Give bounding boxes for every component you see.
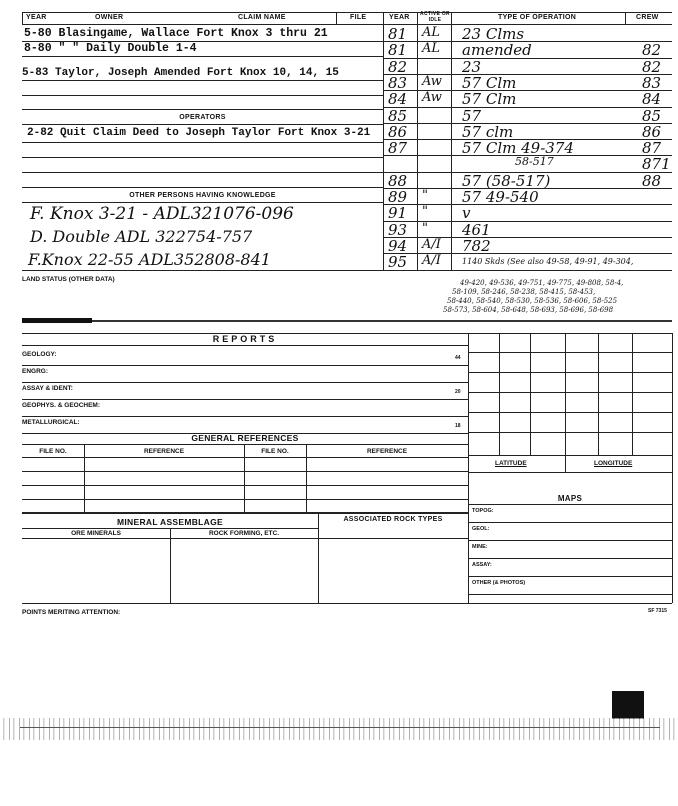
operation-crew: 85: [642, 106, 662, 125]
operation-crew: 871: [642, 155, 671, 174]
operation-type: 1140 Skds (See also 49-58, 49-91, 49-304,: [462, 257, 634, 267]
map-row-line: [468, 558, 672, 559]
operation-row-line: [383, 107, 672, 108]
map-grid-row: [468, 432, 672, 433]
operation-type: 461: [462, 220, 491, 239]
maps-title: MAPS: [557, 494, 583, 503]
ore-minerals-label: ORE MINERALS: [71, 530, 121, 537]
map-grid-col: [672, 333, 673, 455]
header-year2: YEAR: [389, 14, 410, 21]
operation-type: 782: [462, 236, 491, 255]
rock-forming-label: ROCK FORMING, ETC.: [208, 530, 280, 537]
form-number: SF 7315: [648, 608, 667, 614]
land-status-label: LAND STATUS (OTHER DATA): [22, 276, 115, 283]
map-row-line: [468, 540, 672, 541]
latitude-label: LATITUDE: [495, 460, 527, 467]
operation-status: Aw: [422, 90, 442, 106]
report-label: GEOLOGY:: [22, 351, 57, 358]
ref-col-reference-2: REFERENCE: [366, 448, 408, 455]
operation-year: 81: [388, 41, 408, 60]
operation-year: 87: [388, 139, 408, 158]
operation-year: 81: [388, 25, 408, 43]
operation-crew: 82: [642, 57, 662, 76]
header-active-idle: ACTIVE OR IDLE: [420, 11, 450, 23]
operation-row-line: [383, 270, 672, 271]
report-number: 44: [455, 355, 461, 361]
header-file: FILE: [350, 14, 367, 21]
operation-year: 89: [388, 188, 408, 206]
report-row-line: [22, 365, 468, 366]
owner-row: 5-80 Blasingame, Wallace Fort Knox 3 thru 21: [24, 27, 328, 40]
lat-long-divider: [565, 455, 566, 472]
report-number: 18: [455, 423, 461, 429]
operation-type: 57 49-540: [462, 188, 539, 206]
map-grid-row: [468, 455, 672, 456]
operation-type: 57 Clm: [462, 73, 517, 92]
operation-year: 95: [388, 253, 408, 272]
operation-row-line: [383, 123, 672, 124]
operation-year: 88: [388, 171, 408, 190]
report-label: ASSAY & IDENT:: [22, 385, 73, 392]
operation-crew: 87: [642, 139, 662, 158]
map-row-line: [468, 576, 672, 577]
header-type-of-operation: TYPE OF OPERATION: [498, 14, 577, 21]
operation-status: AL: [422, 41, 441, 57]
operation-year: 84: [388, 90, 408, 109]
operation-year: 82: [388, 57, 408, 76]
operation-type: 57 clm: [462, 122, 514, 141]
operation-type: 23: [462, 57, 482, 76]
report-label: ENGRG:: [22, 368, 48, 375]
other-person-line: F.Knox 22-55 ADL352808-841: [28, 250, 271, 269]
map-row-label: OTHER (& PHOTOS): [472, 580, 526, 586]
report-row-line: [22, 416, 468, 417]
operation-status: ": [422, 204, 428, 220]
mineral-assemblage-title: MINERAL ASSEMBLAGE: [117, 517, 223, 527]
operation-crew: 82: [642, 41, 662, 60]
land-status-note: 49-420, 49-536, 49-751, 49-775, 49-808, 58-4,: [460, 279, 624, 287]
map-grid-row: [468, 412, 672, 413]
smudge-mark: [22, 318, 92, 323]
owner-row: 8-80 " " Daily Double 1-4: [24, 42, 197, 55]
operation-type: 57 Clm: [462, 90, 517, 109]
map-row-line: [468, 522, 672, 523]
ref-col-reference: REFERENCE: [143, 448, 185, 455]
operation-year: 93: [388, 220, 408, 239]
other-person-line: F. Knox 3-21 - ADL321076-096: [30, 204, 294, 224]
operation-crew: 83: [642, 73, 662, 92]
operation-year: 86: [388, 122, 408, 141]
scan-noise-band: [0, 718, 678, 740]
land-status-note: 58-573, 58-604, 58-648, 58-693, 58-696, 58-698: [443, 306, 614, 314]
reports-title: REPORTS: [212, 334, 278, 344]
header-crew: CREW: [636, 14, 659, 21]
map-grid-row: [468, 352, 672, 353]
operation-status: A/I: [422, 253, 441, 269]
operation-status: AL: [422, 25, 441, 40]
operation-year: 83: [388, 73, 408, 92]
operation-year: 85: [388, 106, 408, 125]
operators-title: OPERATORS: [179, 114, 226, 121]
operation-type: 23 Clms: [462, 25, 525, 43]
map-row-label: MINE:: [472, 544, 488, 550]
operation-crew: 86: [642, 122, 662, 141]
operation-type: 58-517: [515, 155, 554, 169]
header-claim-name: CLAIM NAME: [238, 14, 286, 21]
report-number: 20: [455, 389, 461, 395]
report-label: GEOPHYS. & GEOCHEM:: [22, 402, 101, 409]
operation-type: amended: [462, 41, 532, 60]
land-status-note: 58-440, 58-540, 58-530, 58-536, 58-606, 58-525: [447, 297, 618, 305]
operation-crew: 88: [642, 171, 662, 190]
operation-type: v: [462, 204, 471, 223]
operation-crew: 84: [642, 90, 662, 109]
map-row-line: [468, 594, 672, 595]
operation-type: 57 (58-517): [462, 171, 551, 190]
ref-col-file-no-2: FILE NO.: [261, 448, 289, 455]
general-references-title: GENERAL REFERENCES: [191, 433, 299, 443]
report-row-line: [22, 399, 468, 400]
operation-status: A/I: [422, 236, 441, 252]
operation-year: 94: [388, 236, 408, 255]
operation-status: ": [422, 188, 428, 203]
scan-black-block: [612, 691, 644, 719]
land-status-note: 58-109, 58-246, 58-238, 58-415, 58-453,: [452, 288, 596, 296]
ref-col-file-no: FILE NO.: [39, 448, 67, 455]
report-row-line: [22, 382, 468, 383]
operation-status: Aw: [422, 73, 442, 89]
longitude-label: LONGITUDE: [594, 460, 633, 467]
owner-row: 5-83 Taylor, Joseph Amended Fort Knox 10, 14, 15: [22, 67, 339, 79]
operators-entry: 2-82 Quit Claim Deed to Joseph Taylor Fort Knox 3-21: [27, 127, 371, 139]
operation-year: 91: [388, 204, 408, 223]
map-grid-row: [468, 392, 672, 393]
other-persons-title: OTHER PERSONS HAVING KNOWLEDGE: [129, 192, 276, 199]
header-year: YEAR: [26, 14, 47, 21]
points-meriting-attention: POINTS MERITING ATTENTION:: [22, 609, 121, 616]
report-label: METALLURGICAL:: [22, 419, 80, 426]
map-row-label: GEOL:: [472, 526, 490, 532]
operation-type: 57: [462, 106, 482, 125]
lat-long-line: [468, 472, 672, 473]
operation-status: ": [422, 220, 428, 236]
map-row-label: TOPOG:: [472, 508, 494, 514]
map-row-label: ASSAY:: [472, 562, 492, 568]
associated-rock-types: ASSOCIATED ROCK TYPES: [343, 516, 443, 523]
header-owner: OWNER: [95, 14, 124, 21]
other-person-line: D. Double ADL 322754-757: [30, 227, 253, 246]
operation-type: 57 Clm 49-374: [462, 139, 574, 158]
map-grid-row: [468, 372, 672, 373]
